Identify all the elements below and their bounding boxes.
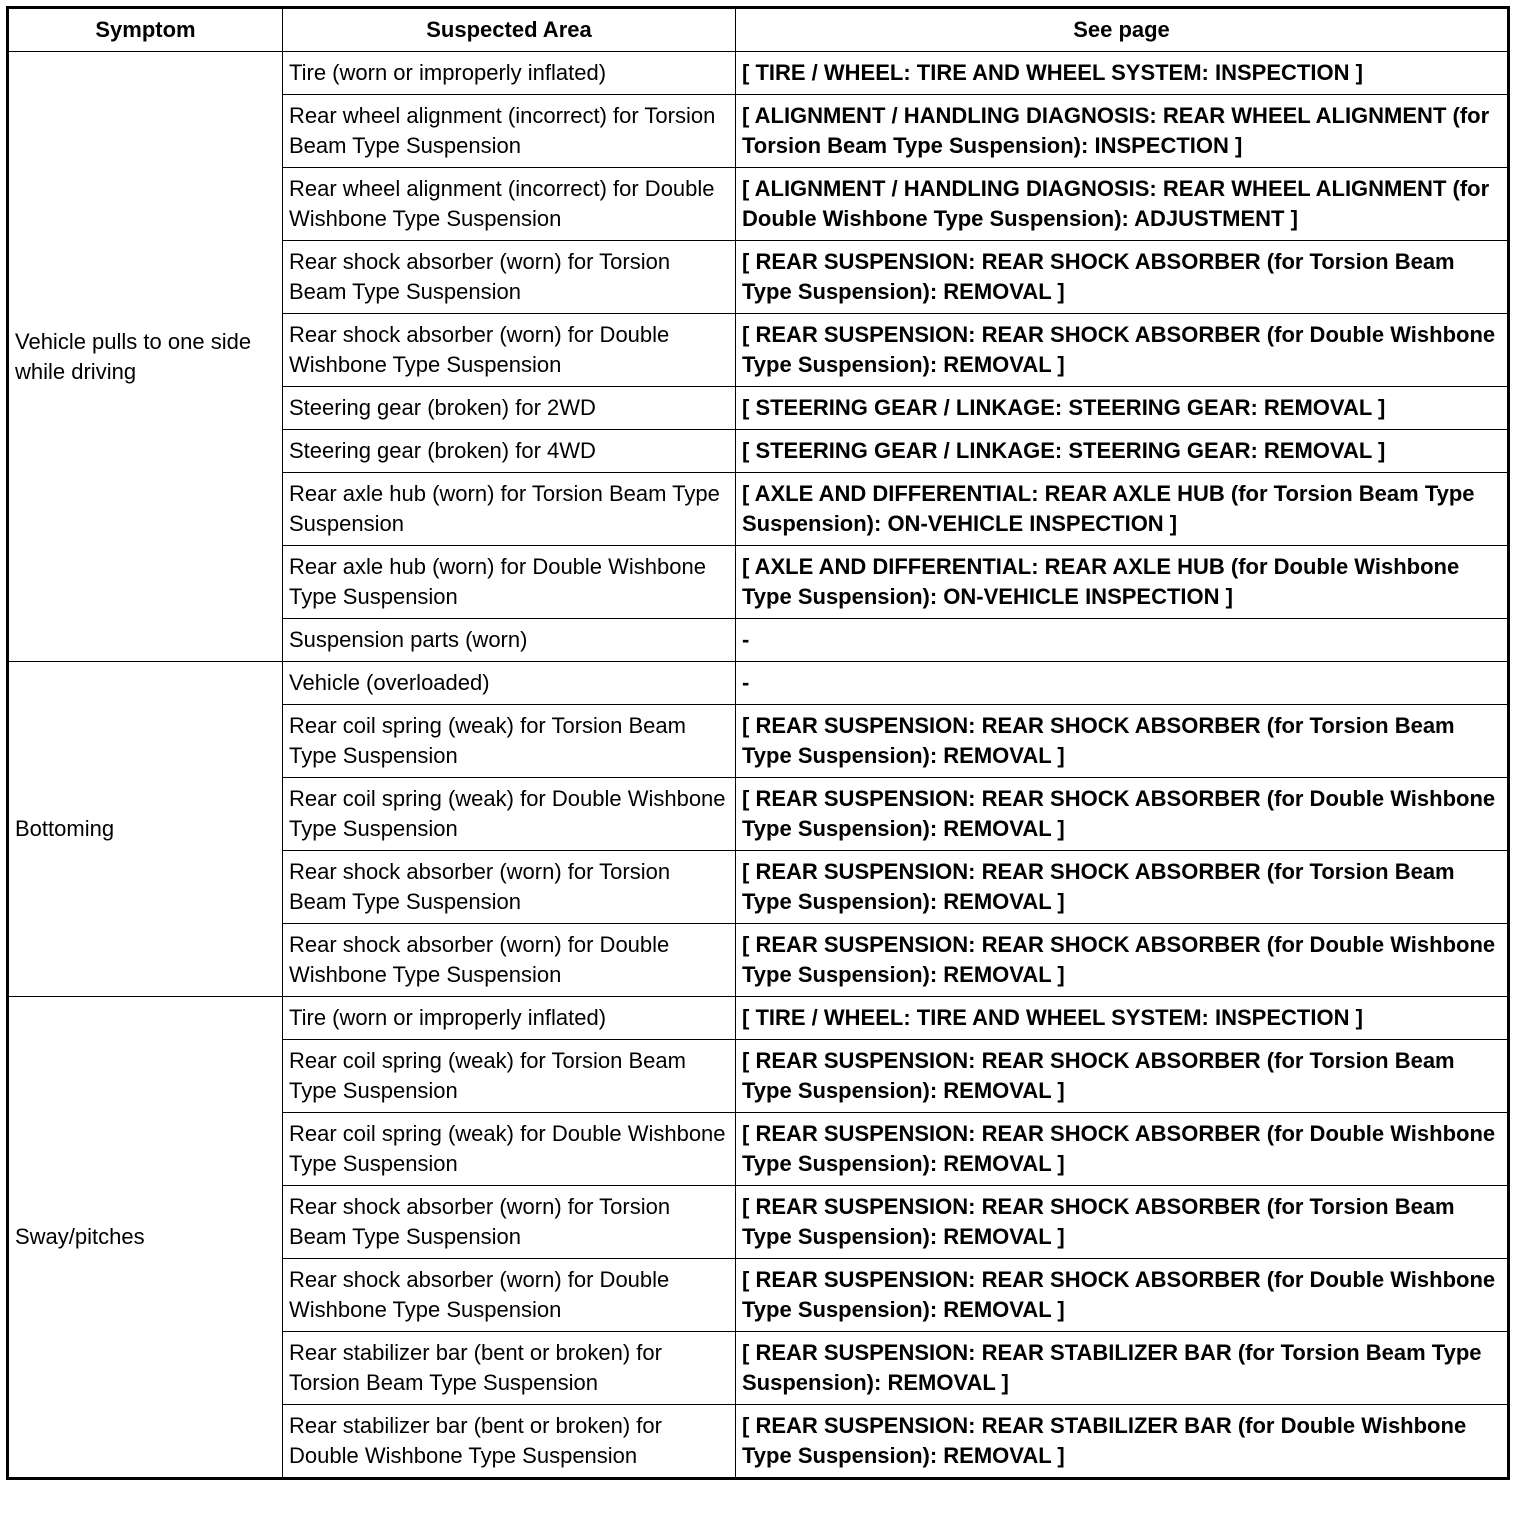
- see-page-cell: [ REAR SUSPENSION: REAR SHOCK ABSORBER (for Double Wishbone Type Suspension): REMOVAL ]: [736, 314, 1509, 387]
- see-page-cell: [ STEERING GEAR / LINKAGE: STEERING GEAR: REMOVAL ]: [736, 387, 1509, 430]
- symptom-cell: Bottoming: [8, 662, 283, 997]
- symptom-cell: Sway/pitches: [8, 997, 283, 1479]
- troubleshooting-table: [6, 6, 1510, 1480]
- suspected-area-cell: Rear shock absorber (worn) for Double Wishbone Type Suspension: [283, 924, 736, 997]
- suspected-area-cell: Rear shock absorber (worn) for Torsion Beam Type Suspension: [283, 241, 736, 314]
- see-page-cell: [ REAR SUSPENSION: REAR SHOCK ABSORBER (for Double Wishbone Type Suspension): REMOVAL ]: [736, 924, 1509, 997]
- see-page-cell: -: [736, 662, 1509, 705]
- suspected-area-cell: Rear wheel alignment (incorrect) for Double Wishbone Type Suspension: [283, 168, 736, 241]
- see-page-cell: [ REAR SUSPENSION: REAR SHOCK ABSORBER (for Torsion Beam Type Suspension): REMOVAL ]: [736, 1186, 1509, 1259]
- suspected-area-cell: Rear axle hub (worn) for Double Wishbone Type Suspension: [283, 546, 736, 619]
- see-page-cell: [ REAR SUSPENSION: REAR SHOCK ABSORBER (for Torsion Beam Type Suspension): REMOVAL ]: [736, 1040, 1509, 1113]
- see-page-cell: [ AXLE AND DIFFERENTIAL: REAR AXLE HUB (for Torsion Beam Type Suspension): ON-VEHICLE INSPECTION ]: [736, 473, 1509, 546]
- table-row: [8, 997, 1509, 1040]
- suspected-area-cell: Rear shock absorber (worn) for Double Wishbone Type Suspension: [283, 314, 736, 387]
- header-suspected-area: Suspected Area: [283, 8, 736, 52]
- header-see-page: See page: [736, 8, 1509, 52]
- see-page-cell: -: [736, 619, 1509, 662]
- see-page-cell: [ ALIGNMENT / HANDLING DIAGNOSIS: REAR WHEEL ALIGNMENT (for Torsion Beam Type Suspension): INSPECTION ]: [736, 95, 1509, 168]
- see-page-cell: [ STEERING GEAR / LINKAGE: STEERING GEAR: REMOVAL ]: [736, 430, 1509, 473]
- see-page-cell: [ REAR SUSPENSION: REAR STABILIZER BAR (for Torsion Beam Type Suspension): REMOVAL ]: [736, 1332, 1509, 1405]
- suspected-area-cell: Rear shock absorber (worn) for Torsion Beam Type Suspension: [283, 1186, 736, 1259]
- see-page-cell: [ TIRE / WHEEL: TIRE AND WHEEL SYSTEM: INSPECTION ]: [736, 997, 1509, 1040]
- suspected-area-cell: Rear stabilizer bar (bent or broken) for Double Wishbone Type Suspension: [283, 1405, 736, 1479]
- header-symptom: Symptom: [8, 8, 283, 52]
- suspected-area-cell: Rear coil spring (weak) for Torsion Beam Type Suspension: [283, 705, 736, 778]
- see-page-cell: [ REAR SUSPENSION: REAR SHOCK ABSORBER (for Torsion Beam Type Suspension): REMOVAL ]: [736, 705, 1509, 778]
- see-page-cell: [ REAR SUSPENSION: REAR SHOCK ABSORBER (for Torsion Beam Type Suspension): REMOVAL ]: [736, 241, 1509, 314]
- see-page-cell: [ REAR SUSPENSION: REAR SHOCK ABSORBER (for Torsion Beam Type Suspension): REMOVAL ]: [736, 851, 1509, 924]
- see-page-cell: [ REAR SUSPENSION: REAR SHOCK ABSORBER (for Double Wishbone Type Suspension): REMOVAL ]: [736, 1259, 1509, 1332]
- suspected-area-cell: Rear coil spring (weak) for Torsion Beam Type Suspension: [283, 1040, 736, 1113]
- table-body: [8, 52, 1509, 1479]
- see-page-cell: [ REAR SUSPENSION: REAR SHOCK ABSORBER (for Double Wishbone Type Suspension): REMOVAL ]: [736, 1113, 1509, 1186]
- suspected-area-cell: Rear wheel alignment (incorrect) for Torsion Beam Type Suspension: [283, 95, 736, 168]
- header-row: [8, 8, 1509, 52]
- suspected-area-cell: Rear shock absorber (worn) for Torsion Beam Type Suspension: [283, 851, 736, 924]
- suspected-area-cell: Steering gear (broken) for 2WD: [283, 387, 736, 430]
- suspected-area-cell: Tire (worn or improperly inflated): [283, 997, 736, 1040]
- table-row: [8, 662, 1509, 705]
- suspected-area-cell: Rear axle hub (worn) for Torsion Beam Type Suspension: [283, 473, 736, 546]
- suspected-area-cell: Rear coil spring (weak) for Double Wishbone Type Suspension: [283, 1113, 736, 1186]
- suspected-area-cell: Suspension parts (worn): [283, 619, 736, 662]
- see-page-cell: [ ALIGNMENT / HANDLING DIAGNOSIS: REAR WHEEL ALIGNMENT (for Double Wishbone Type Suspension): ADJUSTMENT ]: [736, 168, 1509, 241]
- suspected-area-cell: Steering gear (broken) for 4WD: [283, 430, 736, 473]
- suspected-area-cell: Tire (worn or improperly inflated): [283, 52, 736, 95]
- see-page-cell: [ REAR SUSPENSION: REAR STABILIZER BAR (for Double Wishbone Type Suspension): REMOVAL ]: [736, 1405, 1509, 1479]
- see-page-cell: [ REAR SUSPENSION: REAR SHOCK ABSORBER (for Double Wishbone Type Suspension): REMOVAL ]: [736, 778, 1509, 851]
- see-page-cell: [ AXLE AND DIFFERENTIAL: REAR AXLE HUB (for Double Wishbone Type Suspension): ON-VEHICLE INSPECTION ]: [736, 546, 1509, 619]
- suspected-area-cell: Rear shock absorber (worn) for Double Wishbone Type Suspension: [283, 1259, 736, 1332]
- table-row: [8, 52, 1509, 95]
- suspected-area-cell: Rear coil spring (weak) for Double Wishbone Type Suspension: [283, 778, 736, 851]
- symptom-cell: Vehicle pulls to one side while driving: [8, 52, 283, 662]
- see-page-cell: [ TIRE / WHEEL: TIRE AND WHEEL SYSTEM: INSPECTION ]: [736, 52, 1509, 95]
- suspected-area-cell: Vehicle (overloaded): [283, 662, 736, 705]
- suspected-area-cell: Rear stabilizer bar (bent or broken) for Torsion Beam Type Suspension: [283, 1332, 736, 1405]
